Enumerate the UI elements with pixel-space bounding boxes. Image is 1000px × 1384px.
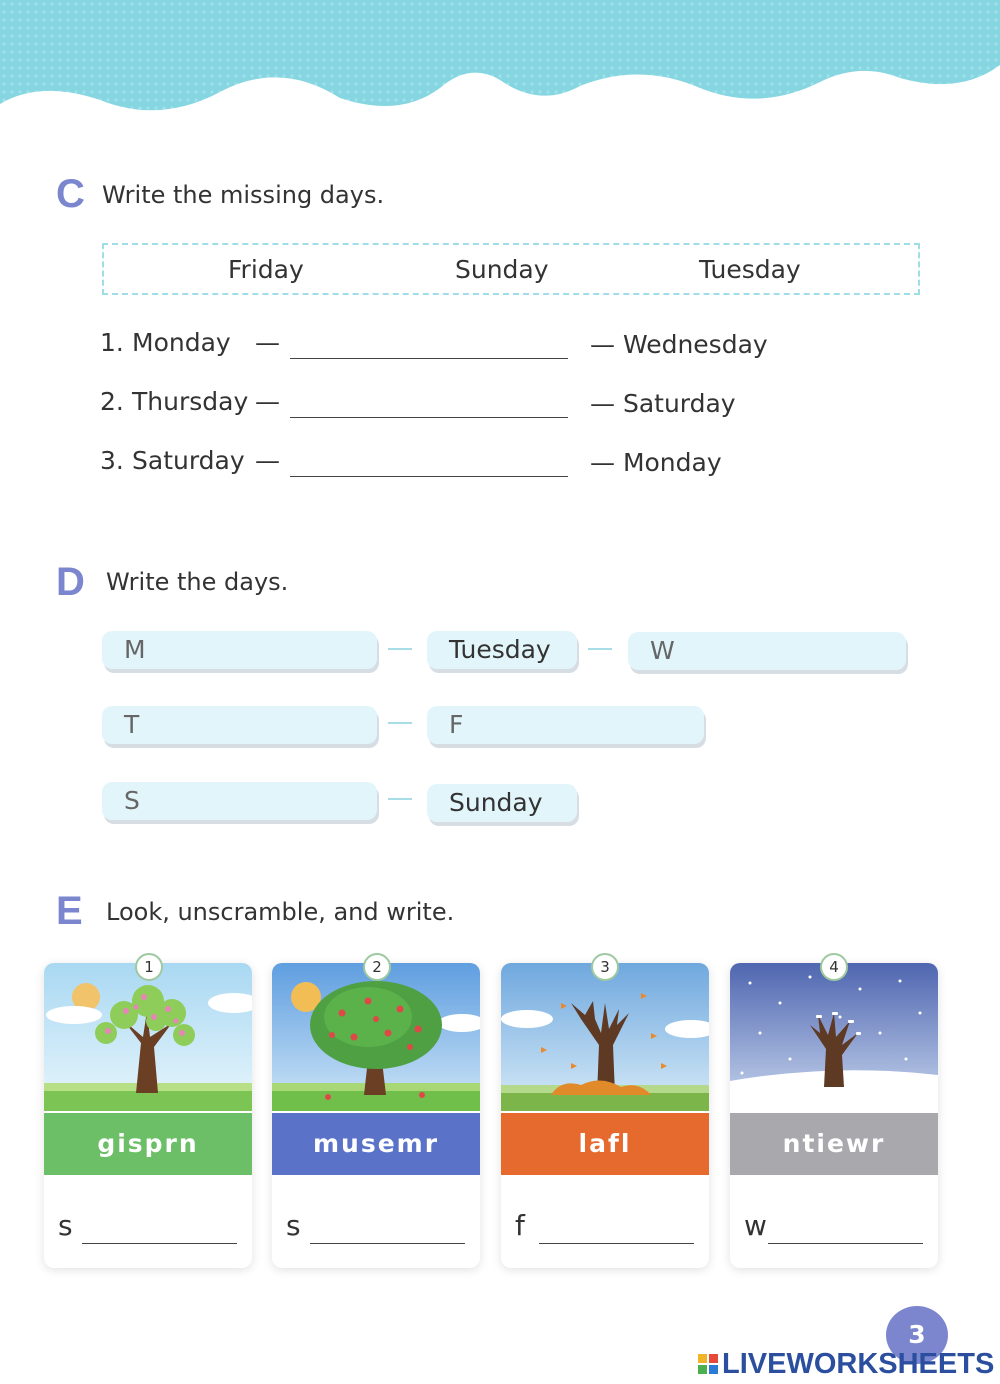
section-c-title: Write the missing days. [102, 181, 385, 209]
liveworksheets-logo [698, 1348, 994, 1380]
missing-day-row [100, 387, 800, 427]
day-input-thursday[interactable]: T [102, 706, 377, 744]
day-before: Thursday [132, 387, 249, 416]
connector [388, 648, 412, 650]
section-c-letter: C [56, 172, 85, 216]
answer-start-letter: s [286, 1209, 301, 1242]
word-bank-item: Sunday [455, 255, 549, 284]
summer-tree-picture [272, 963, 480, 1111]
answer-start-letter: w [744, 1209, 767, 1242]
answer-start-letter: s [58, 1209, 73, 1242]
scrambled-word: musemr [272, 1113, 480, 1175]
answer-start-letter: f [515, 1209, 525, 1242]
day-input-monday[interactable]: M [102, 631, 377, 669]
section-e-title: Look, unscramble, and write. [106, 898, 455, 926]
card-number-badge: 4 [820, 953, 848, 981]
answer-line[interactable] [539, 1243, 694, 1244]
scrambled-word: ntiewr [730, 1113, 938, 1175]
page-number: 3 [886, 1306, 948, 1364]
word-bank-item: Friday [228, 255, 304, 284]
day-input-saturday[interactable]: S [102, 782, 377, 820]
dash: — [255, 328, 280, 357]
brand-name: LIVEWORKSHEETS [722, 1347, 995, 1380]
brand-grid-icon [698, 1354, 718, 1374]
missing-day-row [100, 446, 800, 486]
day-label-sunday: Sunday [427, 784, 577, 822]
answer-line[interactable] [290, 417, 568, 418]
season-card-summer [272, 963, 480, 1268]
answer-line[interactable] [310, 1243, 465, 1244]
item-number: 2. [100, 387, 124, 416]
section-e-letter: E [56, 889, 83, 933]
word-bank-item: Tuesday [699, 255, 801, 284]
scrambled-word: gisprn [44, 1113, 252, 1175]
season-card-winter [730, 963, 938, 1268]
day-input-friday[interactable]: F [427, 706, 704, 744]
answer-line[interactable] [82, 1243, 237, 1244]
spring-tree-picture [44, 963, 252, 1111]
dash: — [255, 446, 280, 475]
item-number: 3. [100, 446, 124, 475]
day-after: — Wednesday [590, 330, 768, 359]
winter-tree-picture [730, 963, 938, 1111]
day-input-wednesday[interactable]: W [628, 632, 906, 670]
section-d-title: Write the days. [106, 568, 289, 596]
connector [388, 798, 412, 800]
dash: — [255, 387, 280, 416]
day-before: Monday [132, 328, 231, 357]
connector [388, 722, 412, 724]
card-number-badge: 2 [363, 953, 391, 981]
cloud-decoration [0, 0, 1000, 130]
season-card-fall [501, 963, 709, 1268]
scrambled-word: lafl [501, 1113, 709, 1175]
item-number: 1. [100, 328, 124, 357]
missing-day-row [100, 328, 800, 368]
day-label-tuesday: Tuesday [427, 631, 577, 669]
card-number-badge: 3 [591, 953, 619, 981]
section-d-letter: D [56, 560, 85, 604]
connector [588, 648, 612, 650]
day-after: — Saturday [590, 389, 736, 418]
answer-line[interactable] [290, 358, 568, 359]
answer-line[interactable] [768, 1243, 923, 1244]
fall-tree-picture [501, 963, 709, 1111]
day-after: — Monday [590, 448, 722, 477]
answer-line[interactable] [290, 476, 568, 477]
word-bank [102, 243, 920, 295]
day-before: Saturday [132, 446, 245, 475]
season-card-spring [44, 963, 252, 1268]
card-number-badge: 1 [135, 953, 163, 981]
